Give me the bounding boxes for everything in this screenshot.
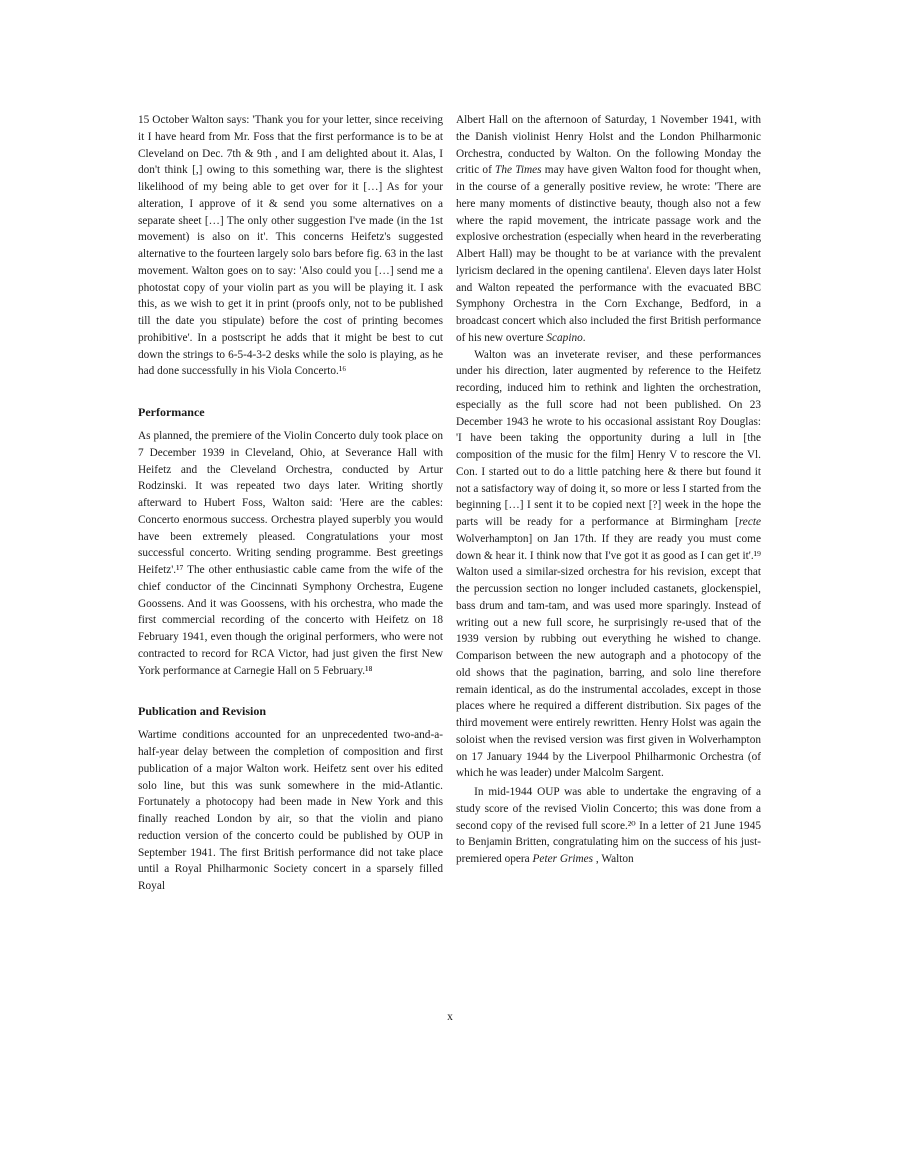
body-paragraph: Wartime conditions accounted for an unprecedented two-and-a-half-year delay between the completion of composition and first publication of a major Walton work. Heifetz sent over his edited solo line, but this was sunk somewhere in the mid-Atlantic. Fortunately a photocopy had been made in New York and this finally reached London by air, so that the violin and piano reduction version of the concerto could be published by OUP in September 1941. The first British performance did not take place until a Royal Philharmonic Society concert in a sparsely filled Royal xyxy=(138,729,443,892)
body-paragraph: 15 October Walton says: 'Thank you for your letter, since receiving it I have heard from Mr. Foss that the first performance is to be at Cleveland on Dec. 7th & 9th , and I am delighted about it. Alas, I don't think [,] owing to this something war, there is the slightest likelihood of my being able to get over for it […] As for your alteration, I approve of it & send you some alternatives on a separate sheet […] The only other suggestion I've made (in the 1st movement) is also on it'. This concerns Heifetz's suggested alternative to the fourteen largely solo bars before fig. 63 in the last movement. Walton goes on to say: 'Also could you […] send me a photostat copy of your violin part as you will be playing it. I ask this, as we wish to get it in print (proofs only, not to be published till the date you stipulate) before the cost of printing becomes prohibitive'. In a postscript he adds that it might be best to cut down the strings to 6-5-4-3-2 desks while the solo is playing, as he had done successfully in his Viola Concerto.¹⁶ xyxy=(138,114,443,378)
body-paragraph xyxy=(456,347,761,783)
text-run: may have given Walton food for thought when, in the course of a generally positive review, he wrote: 'There are here many moments of distinctive beauty, though also not a few where the rapid movement, the intricate passage work and the explosive orchestration (especially when heard in the reverberating Albert Hall) may be thought to be at variance with the prevalent lyricism declared in the opening cantilena'. Eleven days later Holst and Walton repeated the performance with the evacuated BBC Symphony Orchestra in the Corn Exchange, Bedford, in a broadcast concert which also included the first British performance of his new overture xyxy=(456,164,761,344)
body-paragraph: As planned, the premiere of the Violin Concerto duly took place on 7 December 1939 in Cleveland, Ohio, at Severance Hall with Heifetz and the Cleveland Orchestra, conducted by Artur Rodzinski. It was repeated two days later. Writing shortly afterward to Hubert Foss, Walton said: 'Here are the cables: Concerto enormous success. Orchestra played superbly you would have been extremely pleased. Congratulations your most successful concerto. Writing sending programme. Best greetings Heifetz'.¹⁷ The other enthusiastic cable came from the wife of the chief conductor of the Cincinnati Symphony Orchestra, Eugene Goossens. And it was Goossens, with his orchestra, who made the first commercial recording of the concerto with Heifetz on 18 February 1941, even though the original performers, who were not contracted to record for RCA Victor, had just given the first New York performance at Carnegie Hall on 5 February.¹⁸ xyxy=(138,430,443,677)
text-run: In mid-1944 OUP was able to undertake the engraving of a study score of the revised Violin Concerto; this was done from a second copy of the revised full score.²⁰ In a letter of 21 June 1945 to Benjamin Britten, congratulating him on the success of his just-premiered opera xyxy=(456,786,761,865)
page-number: x xyxy=(447,1011,453,1023)
left-column xyxy=(138,112,443,895)
section-heading-performance: Performance xyxy=(138,405,205,419)
italic-title-the-times: The Times xyxy=(495,164,542,177)
text-run: Walton was an inveterate reviser, and these performances under his direction, later augmented by reference to the Heifetz recording, induced him to rethink and lighten the orchestration, especially as the full score had not been published. On 23 December 1943 he wrote to his occasional assistant Roy Douglas: 'I have been taking the opportunity during a lull in [the composition of the music for the film] Henry V to rescore the Vl. Con. I started out to do a little patching here & there but found it not a satisfactory way of doing it, so more or less I started from the beginning […] I sent it to be copied next [?] week in the hope the parts will be ready for a performance at Birmingham [ xyxy=(456,348,761,528)
body-paragraph xyxy=(456,112,761,347)
section-heading-publication: Publication and Revision xyxy=(138,704,267,719)
text-run: Wolverhampton] on Jan 17th. If they are ready you must come down & hear it. I think now that I've got it as good as I can get it'.¹⁹ Walton used a similar-sized orchestra for his revision, except that the percussion section no longer included castanets, glockenspiel, bass drum and tam-tam, and was used more sparingly. Instead of writing out a new full score, he surprisingly re-used that of the 1939 version by rubbing out everything he wished to change. Comparison between the new autograph and a photocopy of the old shows that the pagination, barring, and solo line therefore remain identical, as do the instrumental accolades, except in those places where he required a different distribution. Six pages of the third movement were entirely rewritten. Henry Holst was again the soloist when the revised version was first given in Wolverhampton on 17 January 1944 by the Liverpool Philharmonic Orchestra (of which he was leader) under Malcolm Sargent. xyxy=(456,532,761,780)
text-run: , Walton xyxy=(593,853,634,865)
text-run: . xyxy=(582,331,586,344)
italic-title-scapino: Scapino xyxy=(546,331,583,344)
italic-title-peter-grimes: Peter Grimes xyxy=(532,853,594,865)
right-column xyxy=(456,112,761,868)
body-paragraph xyxy=(456,784,761,868)
text-run: Albert Hall on the afternoon of Saturday, 1 November 1941, with the Danish violinist Henry Holst and the London Philharmonic Orchestra, conducted by Walton. On the following Monday the critic of xyxy=(456,114,761,177)
italic-word-recte: recte xyxy=(738,516,761,528)
